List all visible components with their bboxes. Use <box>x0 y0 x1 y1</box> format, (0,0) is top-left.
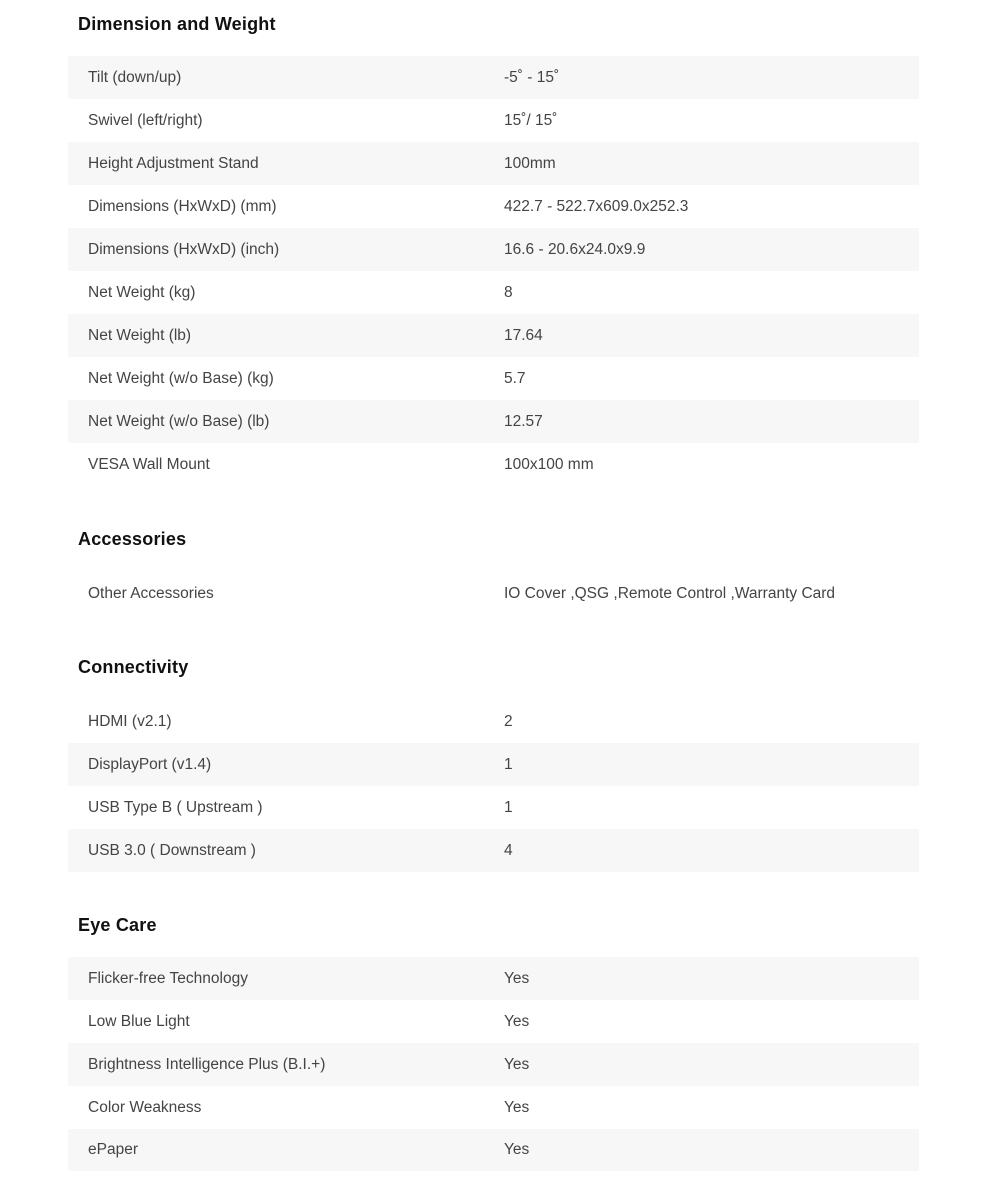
table-row <box>68 271 919 314</box>
spec-label: VESA Wall Mount <box>88 455 210 473</box>
spec-label: DisplayPort (v1.4) <box>88 755 212 773</box>
spec-label: ePaper <box>88 1141 138 1158</box>
spec-value: 422.7 - 522.7x609.0x252.3 <box>504 197 689 215</box>
spec-label: Other Accessories <box>88 584 214 602</box>
spec-value: 16.6 - 20.6x24.0x9.9 <box>504 240 646 258</box>
table-row <box>68 1086 919 1129</box>
spec-label: Net Weight (lb) <box>88 326 192 344</box>
spec-label: Brightness Intelligence Plus (B.I.+) <box>88 1055 326 1073</box>
table-row <box>68 572 919 615</box>
spec-value: 8 <box>504 283 513 301</box>
spec-label: Low Blue Light <box>88 1012 190 1030</box>
spec-label: HDMI (v2.1) <box>88 712 172 730</box>
spec-value: 100x100 mm <box>504 455 594 473</box>
spec-table <box>68 957 919 1171</box>
spec-label: Swivel (left/right) <box>88 111 203 129</box>
spec-value: Yes <box>504 1012 530 1030</box>
table-row <box>68 400 919 443</box>
table-row <box>68 142 919 185</box>
section-title: Connectivity <box>78 657 189 677</box>
section-title: Dimension and Weight <box>78 14 276 34</box>
table-row <box>68 99 919 142</box>
spec-label: Net Weight (w/o Base) (lb) <box>88 412 270 430</box>
spec-label: Height Adjustment Stand <box>88 154 259 172</box>
spec-value: Yes <box>504 1055 530 1073</box>
spec-table <box>68 700 919 872</box>
table-row <box>68 185 919 228</box>
table-row <box>68 357 919 400</box>
table-row <box>68 1043 919 1086</box>
spec-label: Tilt (down/up) <box>88 68 182 86</box>
section-title: Eye Care <box>78 915 157 935</box>
spec-table <box>68 56 919 486</box>
spec-value: Yes <box>504 1098 530 1116</box>
spec-label: Dimensions (HxWxD) (mm) <box>88 197 277 215</box>
spec-label: Net Weight (kg) <box>88 283 196 301</box>
spec-label: Net Weight (w/o Base) (kg) <box>88 369 274 387</box>
table-row <box>68 786 919 829</box>
spec-value: 1 <box>504 755 513 773</box>
table-row <box>68 743 919 786</box>
spec-value: IO Cover ,QSG ,Remote Control ,Warranty Card <box>504 584 836 602</box>
spec-value: 100mm <box>504 154 556 172</box>
spec-value: Yes <box>504 969 530 987</box>
table-row <box>68 443 919 486</box>
spec-label: Dimensions (HxWxD) (inch) <box>88 240 280 258</box>
table-row <box>68 1000 919 1043</box>
spec-value: 17.64 <box>504 326 543 344</box>
spec-value: 1 <box>504 798 513 816</box>
table-row <box>68 957 919 1000</box>
spec-value: 4 <box>504 841 513 859</box>
spec-value: 2 <box>504 712 513 730</box>
table-row <box>68 829 919 872</box>
spec-table <box>68 572 919 615</box>
spec-label: USB 3.0 ( Downstream ) <box>88 841 256 859</box>
spec-value: 15˚/ 15˚ <box>504 111 558 129</box>
table-row <box>68 228 919 271</box>
table-row <box>68 700 919 743</box>
table-row <box>68 314 919 357</box>
section-title: Accessories <box>78 529 187 549</box>
spec-label: Color Weakness <box>88 1098 202 1116</box>
spec-label: USB Type B ( Upstream ) <box>88 798 263 816</box>
table-row <box>68 1129 919 1171</box>
spec-value: 12.57 <box>504 412 543 430</box>
spec-value: Yes <box>504 1141 530 1158</box>
table-row <box>68 56 919 99</box>
spec-value: -5˚ - 15˚ <box>504 68 560 86</box>
spec-value: 5.7 <box>504 369 526 387</box>
spec-label: Flicker-free Technology <box>88 969 248 987</box>
